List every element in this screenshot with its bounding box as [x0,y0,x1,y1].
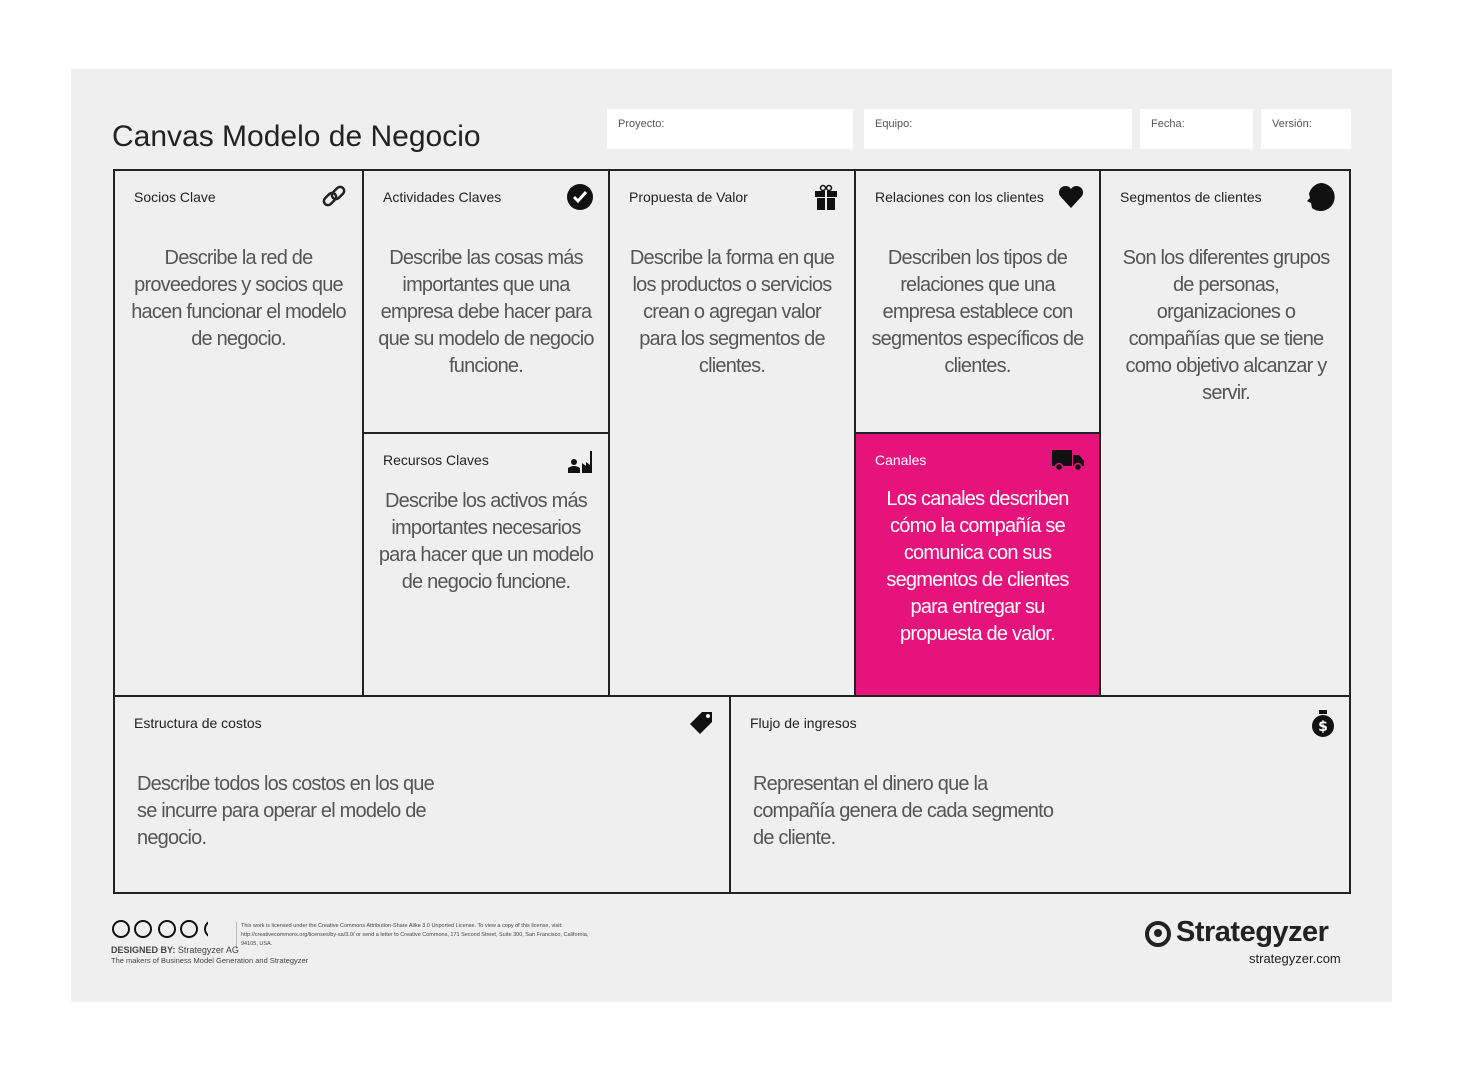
makers-text: The makers of Business Model Generation and Strategyzer [111,956,309,965]
gift-icon [812,183,840,211]
cc-license-icons [112,920,208,938]
block-label: Relaciones con los clientes [875,189,1044,205]
block-socios-clave[interactable] [115,171,364,697]
block-label: Recursos Claves [383,452,489,468]
block-canales[interactable] [856,434,1101,697]
block-description: Son los diferentes grupos de personas, organizaciones o compañías que se tiene como objetivo alcanzar y servir. [1122,247,1330,404]
block-segmentos-clientes[interactable] [1101,171,1351,697]
block-label: Flujo de ingresos [750,715,857,731]
block-actividades-claves[interactable] [364,171,610,434]
truck-icon [1051,446,1085,474]
page-title: Canvas Modelo de Negocio [112,120,481,153]
block-description: Describe la forma en que los productos o servicios crean o agregan valor para los segmentos de clientes. [629,247,835,377]
block-label: Propuesta de Valor [629,189,748,205]
block-relaciones-clientes[interactable] [856,171,1101,434]
brand-url[interactable]: strategyzer.com [1249,951,1341,966]
canvas-grid [113,169,1351,894]
version-field[interactable]: Versión: [1261,109,1351,149]
block-recursos-claves[interactable] [364,434,610,697]
block-flujo-ingresos[interactable] [731,697,1351,892]
worker-factory-icon [566,446,594,474]
equipo-field[interactable]: Equipo: [864,109,1132,149]
strategyzer-logo [1143,916,1328,949]
block-label: Estructura de costos [134,715,262,731]
price-tag-icon [687,709,715,737]
block-label: Segmentos de clientes [1120,189,1262,205]
svg-text:$: $ [1318,719,1328,735]
block-description: Los canales describen cómo la compañía se comunica con sus segmentos de clientes para entregar su propuesta de valor. [886,488,1069,645]
designed-by-label: DESIGNED BY: [111,945,176,955]
block-label: Socios Clave [134,189,216,205]
block-label: Canales [875,452,927,468]
block-propuesta-valor[interactable] [610,171,856,697]
block-description: Describe las cosas más importantes que una empresa debe hacer para que su modelo de negocio funcione. [378,247,594,377]
block-description: Representan el dinero que la compañía genera de cada segmento de cliente. [753,773,1054,849]
designed-by [111,945,239,955]
strategyzer-logo-icon [1143,918,1173,948]
block-description: Describen los tipos de relaciones que una empresa establece con segmentos específicos de clientes. [871,247,1084,377]
money-bag-icon [1309,709,1337,737]
checkmark-icon [566,183,594,211]
fecha-field[interactable]: Fecha: [1140,109,1253,149]
block-label: Actividades Claves [383,189,502,205]
proyecto-field[interactable]: Proyecto: [607,109,853,149]
block-estructura-costos[interactable] [115,697,731,892]
block-description: Describe todos los costos en los que se incurre para operar el modelo de negocio. [137,773,434,849]
block-description: Describe los activos más importantes necesarios para hacer que un modelo de negocio funcione. [378,490,594,593]
brand-name: Strategyzer [1176,916,1329,948]
heart-icon [1057,183,1085,211]
block-description: Describe la red de proveedores y socios que hacen funcionar el modelo de negocio. [131,247,346,350]
license-text: This work is licensed under the Creative Commons Attribution-Share Alike 3.0 Unported License. To view a copy of this license, visit: http://creativecommons.org/licenses/by-sa/3.0/ or send a letter to Creative Commons, 171 Second Street, Suite 300, San Francisco, California, 94105, USA. [236,922,596,949]
designed-by-value: Strategyzer AG [177,945,239,955]
customer-head-icon [1305,181,1337,213]
link-icon [320,183,348,211]
